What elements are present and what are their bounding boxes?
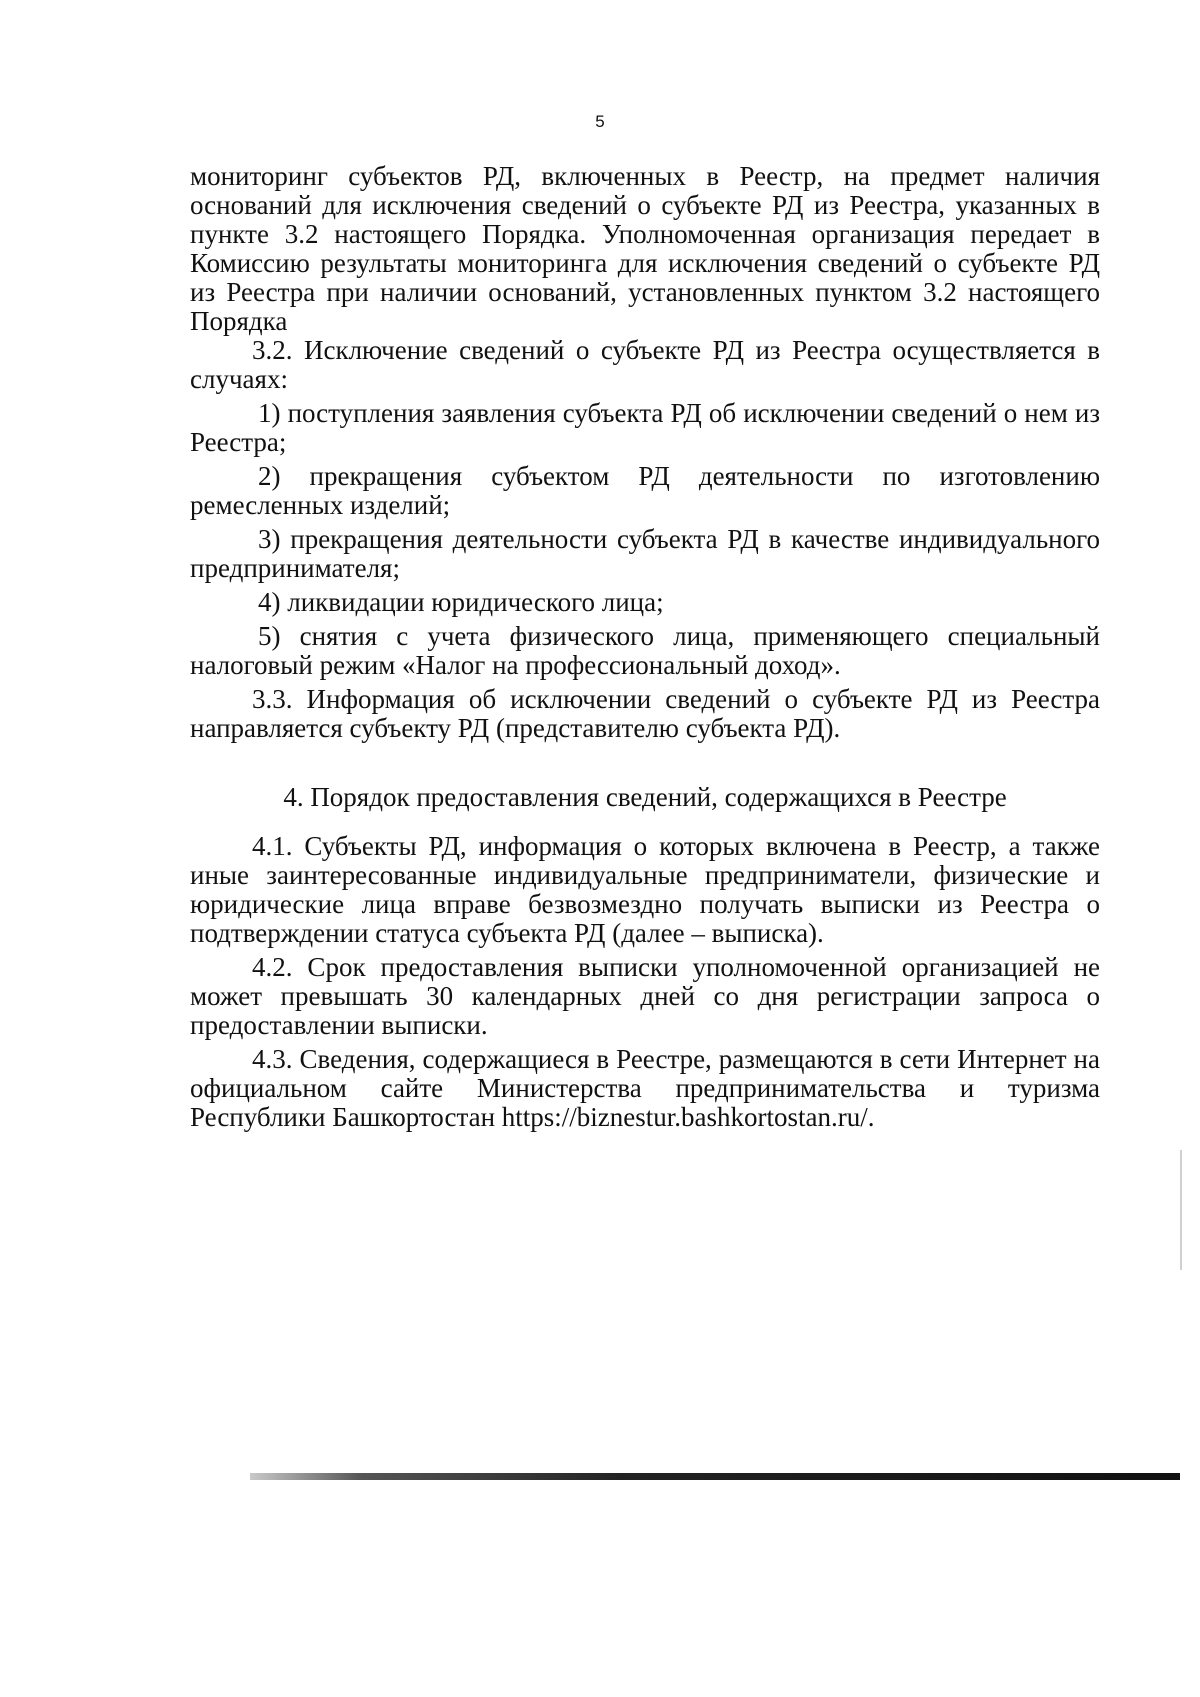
paragraph-monitoring: мониторинг субъектов РД, включенных в Реестр, на предмет наличия оснований для исключения сведений о субъекте РД из Реестра, указанных в пункте 3.2 настоящего Порядка. Уполномоченная организация передает в Комиссию результаты мониторинга для исключения сведений о субъекте РД из Реестра при наличии оснований, установленных пунктом 3.2 настоящего Порядка	[190, 161, 1100, 336]
list-item-3-2-4: 4) ликвидации юридического лица;	[258, 587, 664, 617]
document-body	[190, 162, 1100, 1132]
list-item-3-2-1: 1) поступления заявления субъекта РД об исключении сведений о нем из Реестра;	[190, 398, 1100, 457]
paragraph-4-1: 4.1. Субъекты РД, информация о которых включена в Реестр, а также иные заинтересованные индивидуальные предприниматели, физические и юридические лица вправе безвозмездно получать выписки из Реестра о подтверждении статуса субъекта РД (далее – выписка).	[190, 831, 1100, 948]
list-item-3-2-5: 5) снятия с учета физического лица, применяющего специальный налоговый режим «Налог на профессиональный доход».	[190, 621, 1100, 680]
paragraph-3-2: 3.2. Исключение сведений о субъекте РД из Реестра осуществляется в случаях:	[190, 335, 1100, 394]
scan-artifact-line	[250, 1473, 1180, 1480]
paragraph-3-3: 3.3. Информация об исключении сведений о субъекте РД из Реестра направляется субъекту РД (представителю субъекта РД).	[190, 684, 1100, 743]
paragraph-4-3: 4.3. Сведения, содержащиеся в Реестре, размещаются в сети Интернет на официальном сайте Министерства предпринимательства и туризма Республики Башкортостан https://biznestur.bashkortostan.ru/.	[190, 1044, 1100, 1132]
paragraph-4-2: 4.2. Срок предоставления выписки уполномоченной организацией не может превышать 30 календарных дней со дня регистрации запроса о предоставлении выписки.	[190, 952, 1100, 1040]
scan-edge-mark	[1180, 1150, 1182, 1270]
section-4-heading: 4. Порядок предоставления сведений, содержащихся в Реестре	[283, 782, 1007, 812]
page-number: 5	[595, 112, 605, 131]
list-item-3-2-2: 2) прекращения субъектом РД деятельности по изготовлению ремесленных изделий;	[190, 461, 1100, 520]
list-item-3-2-3: 3) прекращения деятельности субъекта РД в качестве индивидуального предпринимателя;	[190, 524, 1100, 583]
